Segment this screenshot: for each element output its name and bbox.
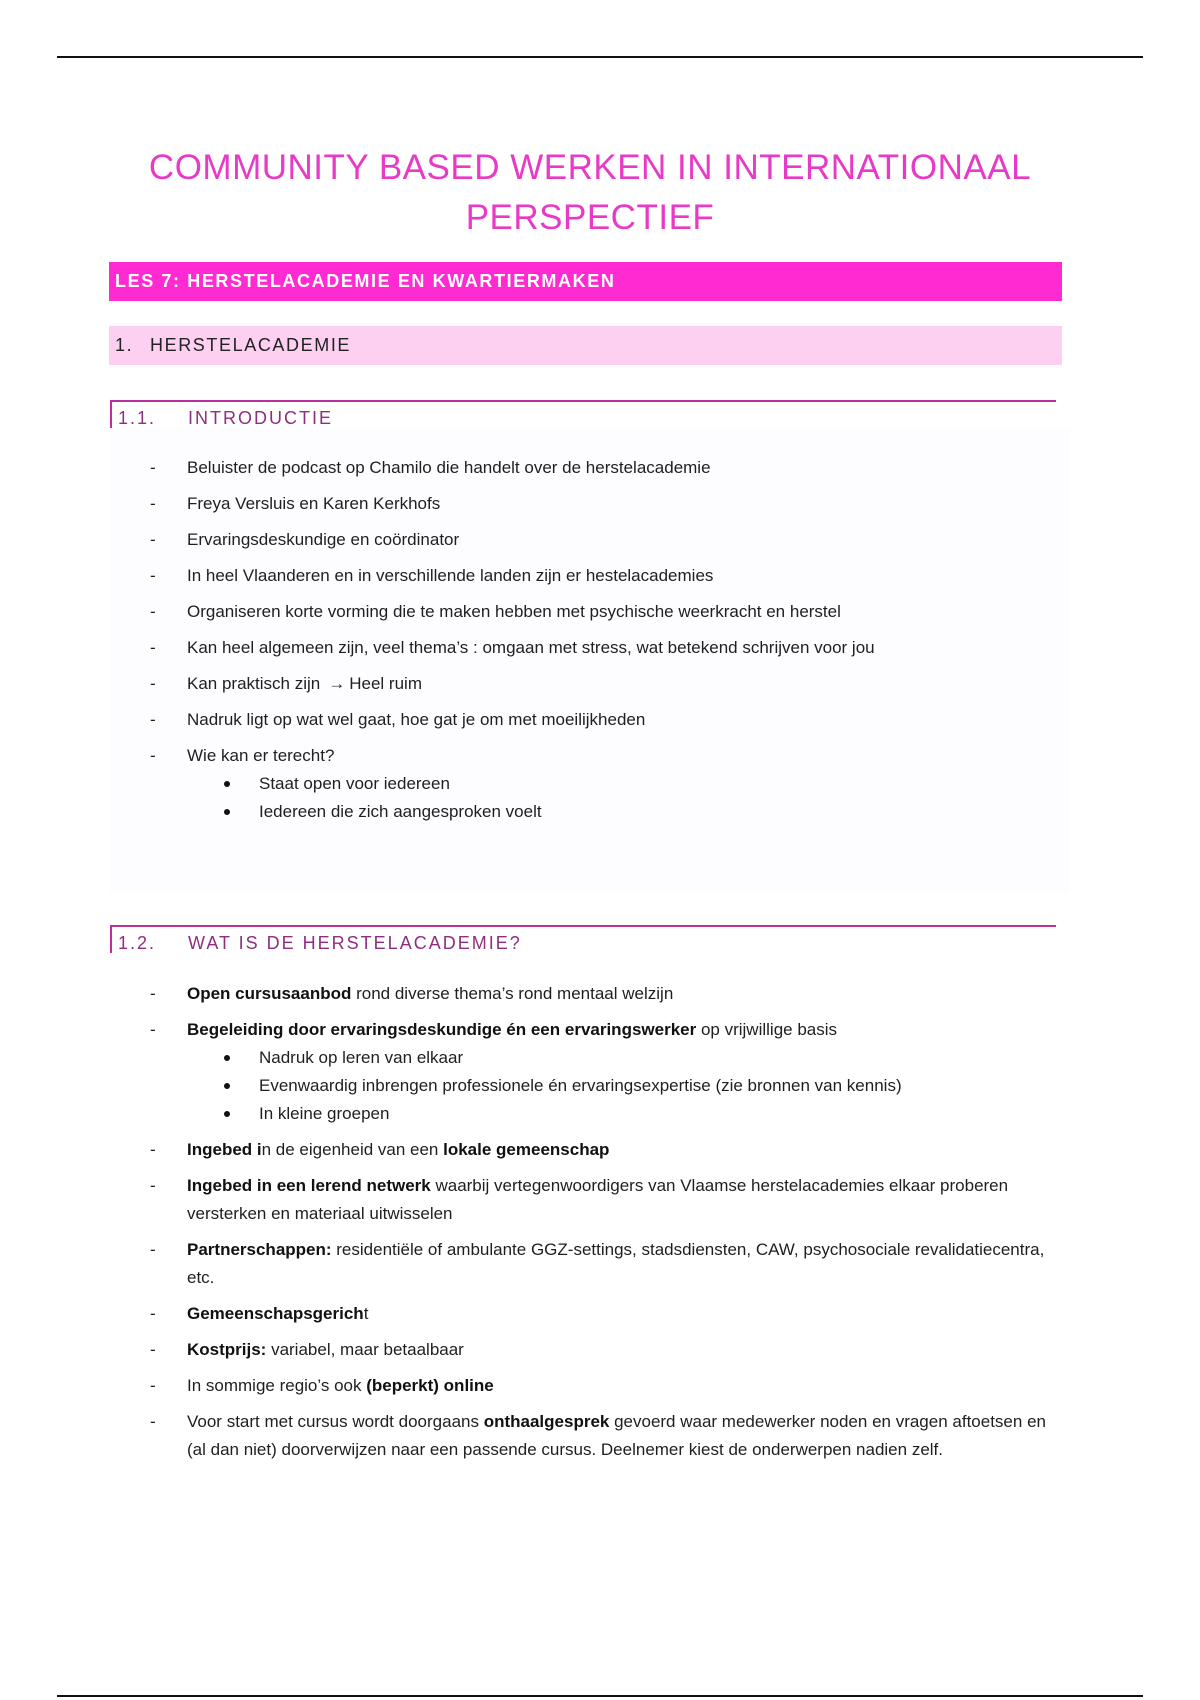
list-item: - Freya Versluis en Karen Kerkhofs [150,494,441,513]
list-item: - Begeleiding door ervaringsdeskundige én een ervaringswerker op vrijwillige basis Nadruk op leren van elkaar Evenwaardig inbrengen professionele én ervaringsexpertise (zie bronnen van kennis) In kleine groepen [150,1016,1050,1128]
section-number: 1.1. [118,408,157,428]
list-item: - Wie kan er terecht? Staat open voor iedereen Iedereen die zich aangesproken voelt [150,742,1050,826]
section-title: INTRODUCTIE [188,408,333,428]
list-item: - Partnerschappen: residentiële of ambulante GGZ-settings, stadsdiensten, CAW, psychosociale revalidatiecentra, etc. [150,1240,1045,1287]
list-item: - In sommige regio’s ook (beperkt) online [150,1376,494,1395]
sub-list-item: Evenwaardig inbrengen professionele én ervaringsexpertise (zie bronnen van kennis) [150,1072,1050,1100]
lesson-heading: LES 7: HERSTELACADEMIE EN KWARTIERMAKEN [109,262,1062,301]
section-number: 1.2. [118,933,157,953]
sub-list-item: In kleine groepen [150,1100,1050,1128]
list-item: - Gemeenschapsgericht [150,1304,369,1323]
top-rule [57,56,1143,58]
introductie-list [150,454,1050,834]
list-item: - Nadruk ligt op wat wel gaat, hoe gat je om met moeilijkheden [150,710,646,729]
section-heading-wat-is [110,925,1056,953]
chapter-number: 1. [115,335,134,355]
list-item: - Open cursusaanbod rond diverse thema’s rond mentaal welzijn [150,984,674,1003]
list-item: - Kan praktisch zijn → Heel ruim [150,670,1050,698]
sub-list [187,1044,1050,1128]
list-item: - Beluister de podcast op Chamilo die handelt over de herstelacademie [150,458,711,477]
sub-list-item: Iedereen die zich aangesproken voelt [150,798,1050,826]
sub-list [187,770,1050,826]
list-item: - In heel Vlaanderen en in verschillende landen zijn er hestelacademies [150,566,714,585]
bottom-rule [57,1695,1143,1697]
sub-list-item: Staat open voor iedereen [150,770,1050,798]
chapter-heading [109,326,1062,365]
section-heading-introductie [110,400,1056,428]
sub-list-item: Nadruk op leren van elkaar [150,1044,1050,1072]
list-item: - Voor start met cursus wordt doorgaans onthaalgesprek gevoerd waar medewerker noden en vragen aftoetsen en (al dan niet) doorverwijzen naar een passende cursus. Deelnemer kiest de onderwerpen nadien zelf. [150,1412,1046,1459]
arrow-right-icon: → [328,674,346,693]
list-item: - Organiseren korte vorming die te maken hebben met psychische weerkracht en herstel [150,602,841,621]
list-item: - Kostprijs: variabel, maar betaalbaar [150,1340,464,1359]
section-title: WAT IS DE HERSTELACADEMIE? [188,933,522,953]
wat-is-list [150,980,1050,1472]
list-item: - Ingebed in de eigenheid van een lokale gemeenschap [150,1140,610,1159]
document-title: COMMUNITY BASED WERKEN IN INTERNATIONAAL PERSPECTIEF [148,148,1032,237]
list-item: - Kan heel algemeen zijn, veel thema’s : omgaan met stress, wat betekend schrijven voor jou [150,638,875,657]
list-item: - Ingebed in een lerend netwerk waarbij vertegenwoordigers van Vlaamse herstelacademies elkaar proberen versterken en materiaal uitwisselen [150,1176,1009,1223]
chapter-title: HERSTELACADEMIE [150,335,352,355]
list-item: - Ervaringsdeskundige en coördinator [150,530,460,549]
